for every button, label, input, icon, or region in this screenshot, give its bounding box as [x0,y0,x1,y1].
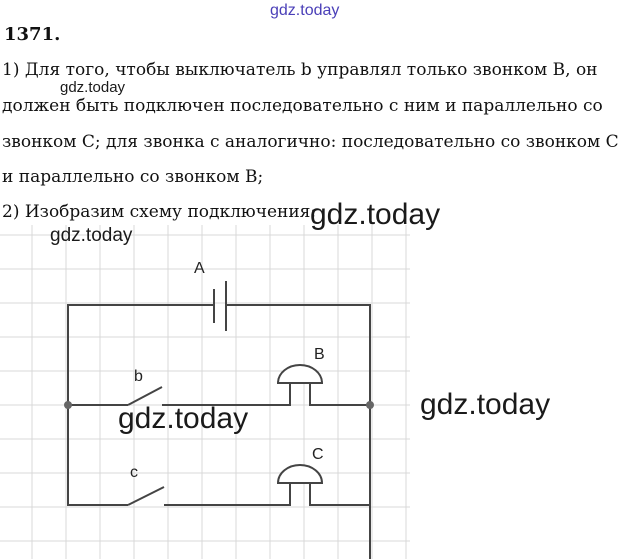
label-battery-a: A [194,260,205,277]
label-switch-c: c [130,464,138,481]
label-bell-c: C [312,446,324,463]
watermark-big-3: gdz.today [420,388,551,421]
bottom-wire [164,493,370,505]
label-bell-b: B [314,346,325,363]
text-line-1: 1) Для того, чтобы выключатель b управлял только звонком B, он [2,60,598,80]
watermark-top: gdz.today [270,2,340,19]
top-wire [68,305,370,405]
grid [0,225,410,559]
label-switch-b: b [134,368,143,385]
text-line-5: 2) Изобразим схему подключения: [2,202,317,222]
task-number: 1371. [4,24,61,45]
watermark-big-1: gdz.today [310,198,441,231]
watermark-big-2: gdz.today [118,402,249,435]
text-line-4: и параллельно со звонком B; [2,167,264,187]
text-line-2: должен быть подключен последовательно с ним и параллельно со [2,96,603,116]
junction-left [64,401,72,409]
watermark-left: gdz.today [50,225,133,246]
text-line-3: звонком C; для звонка c аналогично: последовательно со звонком C [2,132,619,152]
battery-icon [214,281,226,331]
bell-c-icon [278,465,322,493]
bell-b-icon [278,365,322,393]
junction-right [366,401,374,409]
watermark-small: gdz.today [60,79,126,96]
